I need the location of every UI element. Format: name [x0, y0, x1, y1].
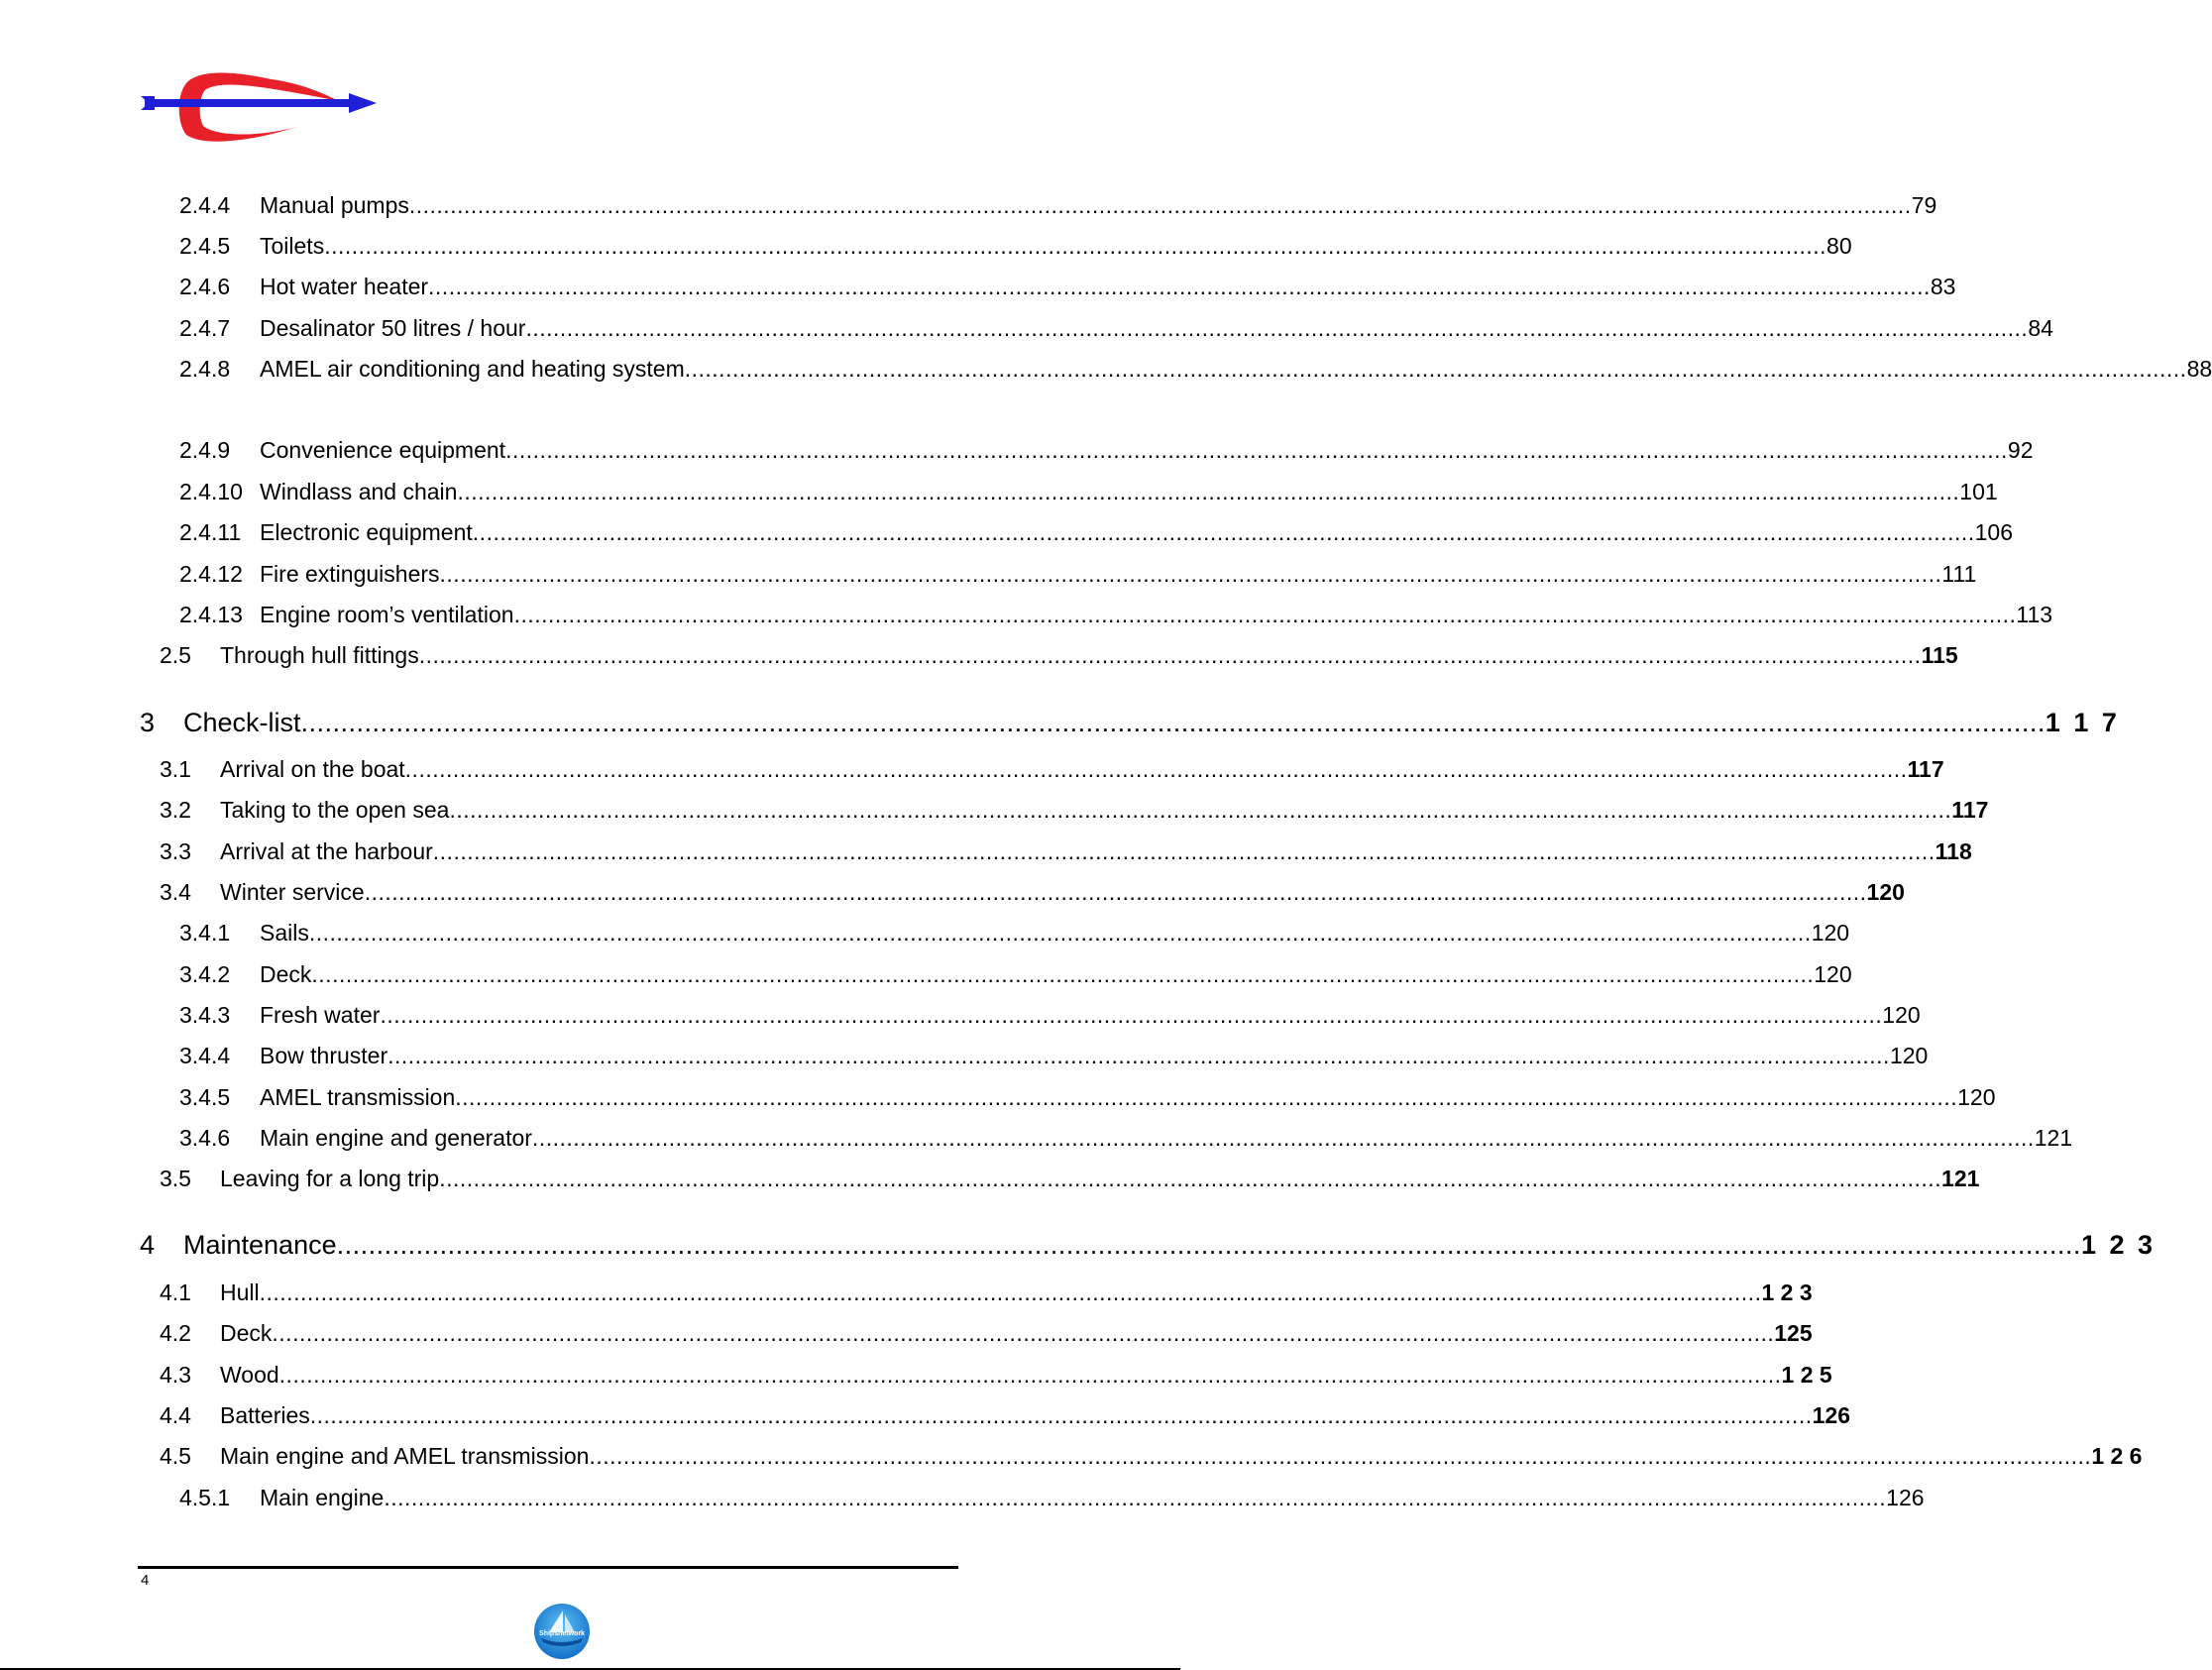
toc-entry-number: 4.3 [160, 1362, 191, 1388]
toc-entry-page: 121 [1941, 1166, 1980, 1191]
toc-entry[interactable] [160, 838, 1972, 865]
toc-entry-number: 4.4 [160, 1402, 191, 1428]
footer-rule [138, 1566, 958, 1569]
toc-dot-leader: ............................................................................................................................................................................................................................ [311, 961, 1815, 987]
toc-entry-title: Winter service [220, 879, 365, 905]
toc-entry-title: Hull [220, 1280, 260, 1305]
toc-entry[interactable] [160, 642, 1958, 669]
toc-dot-leader: ............................................................................................................................................................................................................................ [380, 1002, 1883, 1028]
toc-entry-title: Through hull fittings [220, 642, 419, 668]
toc-entry-page: 1 2 5 [1781, 1362, 1832, 1388]
toc-entry-title: Maintenance [183, 1230, 337, 1260]
toc-dot-leader: ............................................................................................................................................................................................................................ [428, 274, 1931, 299]
toc-entry-title: Fire extinguishers [260, 561, 440, 587]
toc-entry-title: Convenience equipment [260, 437, 506, 463]
toc-entry-page: 92 [2007, 437, 2034, 463]
toc-entry-page: 126 [1886, 1485, 1925, 1510]
toc-entry-number: 3 [140, 708, 156, 737]
toc-dot-leader: ............................................................................................................................................................................................................................ [384, 1485, 1887, 1510]
toc-entry-number: 3.5 [160, 1166, 191, 1191]
toc-entry-number: 2.4.8 [179, 356, 231, 382]
toc-entry-title: Main engine [260, 1485, 385, 1510]
toc-dot-leader: ............................................................................................................................................................................................................................ [439, 1166, 1942, 1191]
toc-entry-number: 2.4.4 [179, 192, 231, 218]
toc-dot-leader: ............................................................................................................................................................................................................................ [387, 1043, 1890, 1068]
toc-dot-leader: ............................................................................................................................................................................................................................ [272, 1320, 1775, 1346]
toc-dot-leader: ............................................................................................................................................................................................................................ [324, 233, 1827, 259]
toc-dot-leader: ............................................................................................................................................................................................................................ [259, 1280, 1762, 1305]
toc-entry-title: AMEL air conditioning and heating system [260, 356, 685, 382]
toc-entry[interactable] [179, 961, 1852, 988]
toc-entry-number: 2.4.7 [179, 315, 231, 341]
toc-entry-title: Check-list [183, 708, 301, 737]
toc-entry-page: 120 [1811, 920, 1850, 946]
toc-entry-page: 115 [1921, 642, 1958, 668]
shipsnetwork-badge-icon [533, 1603, 591, 1660]
toc-entry-page: 1 2 3 [1761, 1280, 1813, 1305]
toc-entry-title: Toilets [260, 233, 325, 259]
toc-entry[interactable] [140, 708, 2120, 738]
toc-entry[interactable] [179, 1043, 1929, 1069]
toc-entry-number: 3.1 [160, 756, 191, 782]
toc-entry-page: 118 [1935, 838, 1972, 864]
toc-dot-leader: ............................................................................................................................................................................................................................ [404, 756, 1908, 782]
toc-entry-number: 4 [140, 1230, 156, 1260]
toc-entry-title: Fresh water [260, 1002, 381, 1028]
toc-dot-leader: ............................................................................................................................................................................................................................ [336, 1230, 2081, 1260]
toc-entry-page: 120 [1866, 879, 1905, 905]
toc-dot-leader: ............................................................................................................................................................................................................................ [449, 797, 1952, 823]
toc-entry-number: 4.1 [160, 1280, 191, 1305]
toc-entry-page: 1 2 3 [2080, 1230, 2156, 1260]
toc-entry[interactable] [160, 1362, 1832, 1389]
toc-entry-title: Deck [220, 1320, 273, 1346]
toc-entry-page: 126 [1812, 1402, 1850, 1428]
toc-entry-page: 84 [2028, 315, 2053, 341]
toc-entry-page: 125 [1774, 1320, 1813, 1346]
toc-entry-number: 2.5 [160, 642, 191, 668]
toc-dot-leader: ............................................................................................................................................................................................................................ [684, 356, 2187, 382]
toc-entry-page: 111 [1941, 561, 1977, 587]
toc-entry-page: 120 [1889, 1043, 1929, 1068]
toc-dot-leader: ............................................................................................................................................................................................................................ [408, 192, 1912, 218]
toc-entry-number: 3.4.4 [179, 1043, 231, 1068]
toc-entry-number: 2.4.9 [179, 437, 231, 463]
toc-dot-leader: ............................................................................................................................................................................................................................ [505, 437, 2008, 463]
toc-entry-title: Desalinator 50 litres / hour [260, 315, 526, 341]
toc-entry-number: 3.4.6 [179, 1125, 231, 1151]
toc-dot-leader: ............................................................................................................................................................................................................................ [531, 1125, 2035, 1151]
toc-entry[interactable] [179, 1125, 2073, 1152]
toc-entry-title: AMEL transmission [260, 1084, 456, 1110]
toc-entry-title: Deck [260, 961, 312, 987]
toc-entry[interactable] [160, 879, 1905, 906]
toc-entry-title: Wood [220, 1362, 279, 1388]
toc-entry-number: 2.4.12 [179, 561, 243, 587]
toc-entry-title: Electronic equipment [260, 519, 473, 545]
toc-entry-page: 120 [1882, 1002, 1921, 1028]
toc-dot-leader: ............................................................................................................................................................................................................................ [418, 642, 1922, 668]
toc-entry-number: 3.4 [160, 879, 191, 905]
toc-entry-title: Sails [260, 920, 309, 946]
toc-entry-title: Arrival at the harbour [220, 838, 433, 864]
toc-entry[interactable] [160, 1280, 1813, 1306]
toc-entry[interactable] [179, 519, 2014, 546]
toc-dot-leader: ............................................................................................................................................................................................................................ [278, 1362, 1782, 1388]
toc-dot-leader: ............................................................................................................................................................................................................................ [309, 1402, 1813, 1428]
toc-entry-title: Engine room’s ventilation [260, 602, 514, 627]
toc-entry-page: 83 [1930, 274, 1956, 299]
toc-entry-page: 79 [1911, 192, 1937, 218]
toc-dot-leader: ............................................................................................................................................................................................................................ [513, 602, 2017, 627]
toc-entry-page: 120 [1957, 1084, 1996, 1110]
toc-entry-page: 121 [2034, 1125, 2073, 1151]
toc-entry-title: Bow thruster [260, 1043, 388, 1068]
toc-entry[interactable] [179, 274, 1956, 300]
toc-dot-leader: ............................................................................................................................................................................................................................ [308, 920, 1812, 946]
toc-entry-number: 2.4.10 [179, 479, 243, 504]
toc-entry-number: 2.4.6 [179, 274, 231, 299]
toc-entry-page: 106 [1974, 519, 2014, 545]
toc-entry-title: Batteries [220, 1402, 310, 1428]
toc-entry-page: 88 [2186, 356, 2212, 382]
toc-entry-title: Manual pumps [260, 192, 409, 218]
toc-entry-page: 80 [1826, 233, 1852, 259]
toc-entry-number: 3.4.5 [179, 1084, 231, 1110]
toc-dot-leader: ............................................................................................................................................................................................................................ [300, 708, 2046, 737]
toc-entry[interactable] [179, 192, 1937, 219]
toc-entry-page: 120 [1814, 961, 1852, 987]
toc-entry-title: Main engine and generator [260, 1125, 532, 1151]
page-number: 4 [141, 1572, 150, 1589]
toc-entry[interactable] [179, 561, 1977, 588]
toc-entry-number: 3.4.2 [179, 961, 231, 987]
toc-entry-number: 3.3 [160, 838, 191, 864]
toc-entry-number: 4.2 [160, 1320, 191, 1346]
toc-dot-leader: ............................................................................................................................................................................................................................ [364, 879, 1867, 905]
toc-entry[interactable] [179, 602, 2053, 628]
toc-entry[interactable] [160, 1443, 2143, 1470]
toc-entry-page: 101 [1959, 479, 1998, 504]
toc-entry[interactable] [179, 233, 1852, 260]
toc-entry[interactable] [179, 356, 2212, 383]
toc-entry-title: Arrival on the boat [220, 756, 405, 782]
toc-entry[interactable] [140, 1230, 2156, 1261]
toc-dot-leader: ............................................................................................................................................................................................................................ [455, 1084, 1958, 1110]
toc-entry[interactable] [160, 756, 1944, 783]
toc-dot-leader: ............................................................................................................................................................................................................................ [439, 561, 1942, 587]
toc-entry[interactable] [179, 1485, 1925, 1511]
toc-entry-number: 4.5 [160, 1443, 191, 1469]
toc-entry-number: 4.5.1 [179, 1485, 231, 1510]
toc-entry[interactable] [179, 1002, 1921, 1029]
toc-entry[interactable] [179, 1084, 1996, 1111]
toc-entry[interactable] [160, 797, 1989, 824]
toc-entry-number: 2.4.13 [179, 602, 243, 627]
toc-entry-title: Taking to the open sea [220, 797, 450, 823]
toc-entry[interactable] [160, 1320, 1813, 1347]
toc-dot-leader: ............................................................................................................................................................................................................................ [472, 519, 1975, 545]
toc-entry-number: 3.4.1 [179, 920, 231, 946]
toc-entry-number: 2.4.11 [179, 519, 242, 545]
toc-entry-page: 1 2 6 [2091, 1443, 2143, 1469]
toc-entry-page: 113 [2016, 602, 2053, 627]
toc-entry-page: 117 [1951, 797, 1989, 823]
toc-entry-page: 117 [1907, 756, 1944, 782]
toc-entry-number: 3.4.3 [179, 1002, 231, 1028]
toc-entry-title: Hot water heater [260, 274, 429, 299]
toc-entry-number: 3.2 [160, 797, 191, 823]
toc-entry[interactable] [179, 315, 2053, 342]
toc-entry-title: Main engine and AMEL transmission [220, 1443, 590, 1469]
toc-entry[interactable] [160, 1402, 1850, 1429]
toc-dot-leader: ............................................................................................................................................................................................................................ [457, 479, 1960, 504]
toc-entry-title: Leaving for a long trip [220, 1166, 440, 1191]
badge-label: Shipsnetwork [539, 1630, 585, 1637]
toc-entry[interactable] [179, 437, 2034, 464]
toc-dot-leader: ............................................................................................................................................................................................................................ [525, 315, 2029, 341]
toc-entry[interactable] [179, 479, 1998, 505]
toc-entry[interactable] [160, 1166, 1980, 1192]
toc-entry-page: 1 1 7 [2045, 708, 2120, 737]
toc-dot-leader: ............................................................................................................................................................................................................................ [432, 838, 1936, 864]
toc-entry-number: 2.4.5 [179, 233, 231, 259]
toc-entry-title: Windlass and chain [260, 479, 458, 504]
toc-entry[interactable] [179, 920, 1850, 946]
toc-dot-leader: ............................................................................................................................................................................................................................ [589, 1443, 2092, 1469]
